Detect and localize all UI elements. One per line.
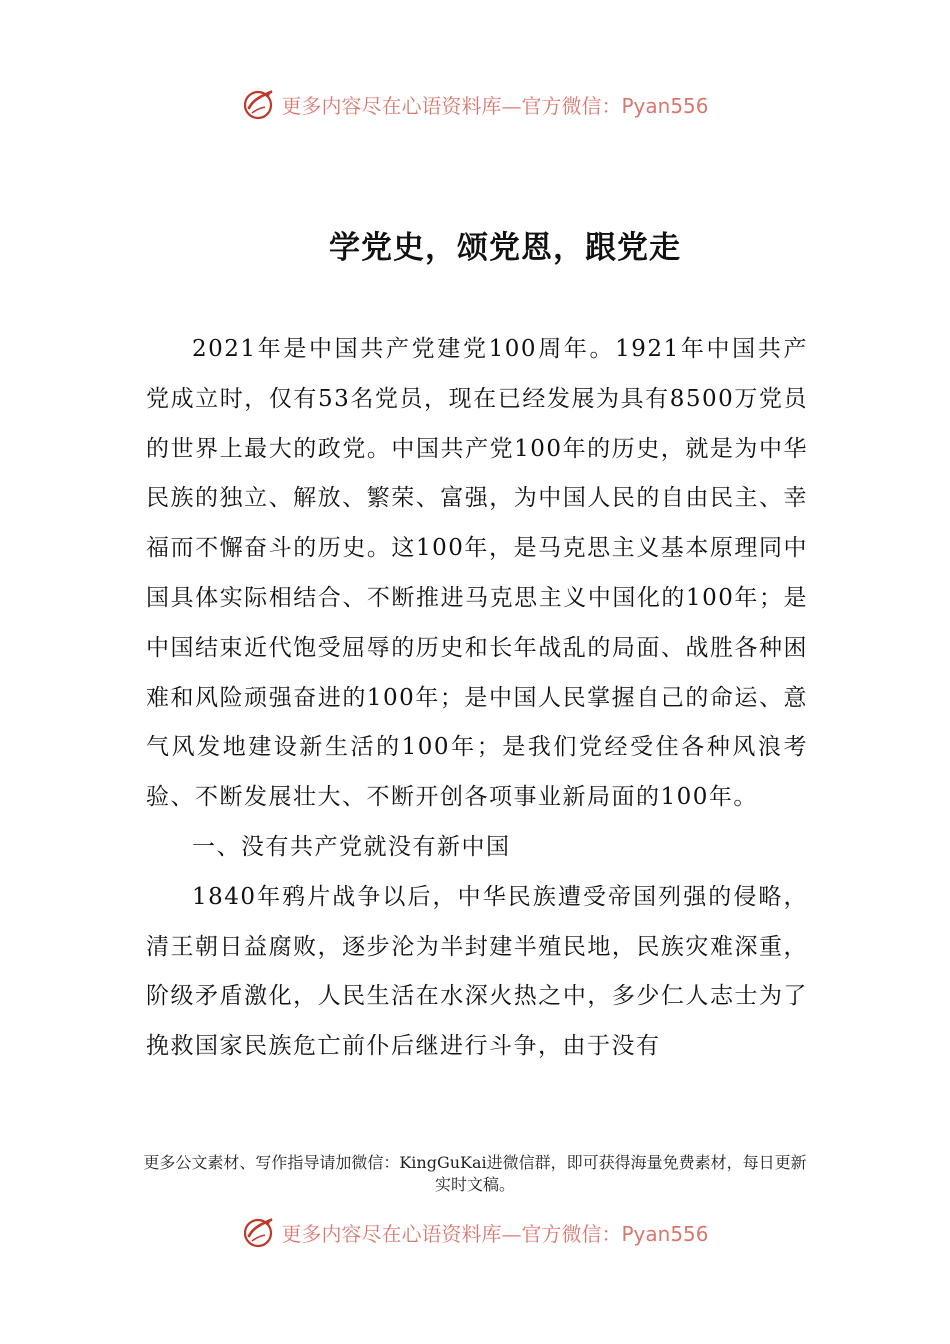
section-heading-1: 一、没有共产党就没有新中国	[192, 833, 511, 860]
header-banner	[0, 84, 950, 124]
paragraph-history: 1840年鸦片战争以后，中华民族遭受帝国列强的侵略，清王朝日益腐败，逐步沦为半封建半殖民地，民族灾难深重，阶级矛盾激化，人民生活在水深火热之中，多少仁人志士为了挽救国家民族危亡前仆后继进行斗争，由于没有	[146, 883, 808, 1060]
footnote-promo: 更多公文素材、写作指导请加微信：KingGuKai进微信群，即可获得海量免费素材，每日更新实时文稿。	[143, 1153, 807, 1194]
footer-banner	[0, 1212, 950, 1252]
document-title: 学党史，颂党恩，跟党走	[329, 230, 681, 266]
footer-banner-text: 更多内容尽在心语资料库—官方微信：Pyan556	[281, 1221, 709, 1246]
paragraph-intro: 2021年是中国共产党建党100周年。1921年中国共产党成立时，仅有53名党员，现在已经发展为具有8500万党员的世界上最大的政党。中国共产党100年的历史，就是为中华民族的独立、解放、繁荣、富强，为中国人民的自由民主、幸福而不懈奋斗的历史。这100年，是马克思主义基本原理同中国具体实际相结合、不断推进马克思主义中国化的100年；是中国结束近代饱受屈辱的历史和长年战乱的局面、战胜各种困难和风险顽强奋进的100年；是中国人民掌握自己的命运、意气风发地建设新生活的100年；是我们党经受住各种风浪考验、不断发展壮大、不断开创各项事业新局面的100年。	[146, 336, 808, 811]
document-body	[146, 325, 808, 1072]
pen-circle-logo-icon	[241, 86, 277, 122]
header-banner-text: 更多内容尽在心语资料库—官方微信：Pyan556	[281, 93, 709, 118]
pen-circle-logo-icon	[241, 1214, 277, 1250]
footer-wechat-id: Pyan556	[621, 1221, 709, 1246]
header-wechat-id: Pyan556	[621, 93, 709, 118]
